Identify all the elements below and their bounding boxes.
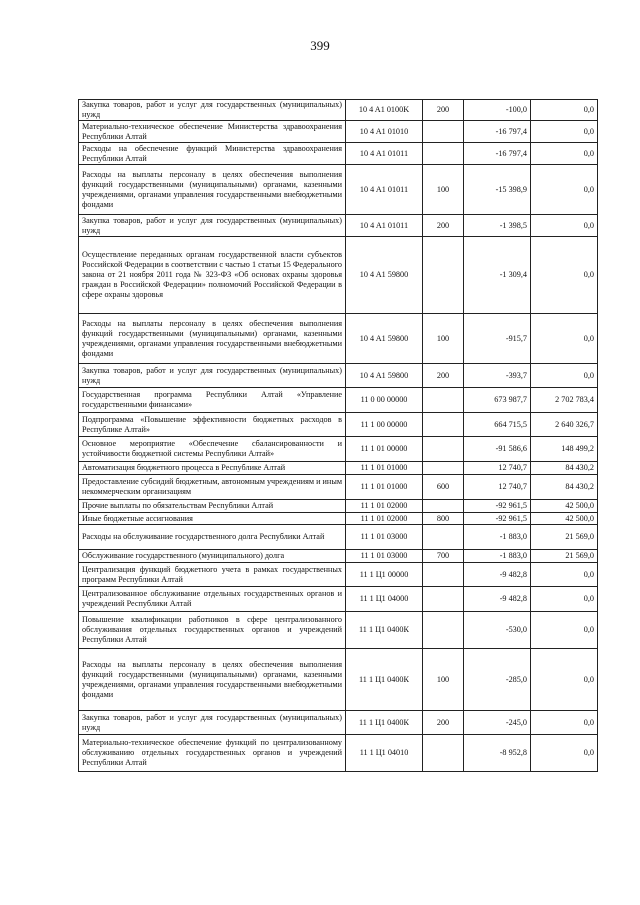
row-code: 11 1 Ц1 04000 bbox=[346, 587, 423, 612]
row-amount-2: 0,0 bbox=[531, 364, 598, 388]
row-expense-type bbox=[423, 413, 464, 437]
row-amount-1: -91 586,6 bbox=[464, 437, 531, 462]
row-name: Автоматизация бюджетного процесса в Республике Алтай bbox=[79, 462, 346, 475]
row-code: 11 1 00 00000 bbox=[346, 413, 423, 437]
table-row bbox=[79, 237, 598, 314]
row-amount-1: -1 883,0 bbox=[464, 550, 531, 563]
row-amount-1: -1 309,4 bbox=[464, 237, 531, 314]
table-row bbox=[79, 314, 598, 364]
row-name: Закупка товаров, работ и услуг для государственных (муниципальных) нужд bbox=[79, 100, 346, 121]
row-amount-1: -8 952,8 bbox=[464, 735, 531, 772]
row-amount-1: -285,0 bbox=[464, 649, 531, 711]
row-code: 10 4 A1 01011 bbox=[346, 143, 423, 165]
row-amount-1: -16 797,4 bbox=[464, 143, 531, 165]
table-row bbox=[79, 735, 598, 772]
row-amount-2: 0,0 bbox=[531, 612, 598, 649]
row-name: Закупка товаров, работ и услуг для государственных (муниципальных) нужд bbox=[79, 364, 346, 388]
row-name: Иные бюджетные ассигнования bbox=[79, 513, 346, 525]
row-expense-type bbox=[423, 388, 464, 413]
row-amount-1: 12 740,7 bbox=[464, 462, 531, 475]
row-code: 10 4 A1 59800 bbox=[346, 314, 423, 364]
row-expense-type bbox=[423, 143, 464, 165]
row-amount-2: 148 499,2 bbox=[531, 437, 598, 462]
row-name: Централизованное обслуживание отдельных государственных органов и учреждений Республики Алтай bbox=[79, 587, 346, 612]
table-row bbox=[79, 165, 598, 215]
table-row bbox=[79, 475, 598, 500]
row-amount-2: 0,0 bbox=[531, 711, 598, 735]
row-expense-type: 700 bbox=[423, 550, 464, 563]
budget-table-body bbox=[79, 100, 598, 772]
row-name: Основное мероприятие «Обеспечение сбалансированности и устойчивости бюджетной системы Республики Алтай» bbox=[79, 437, 346, 462]
row-name: Расходы на обеспечение функций Министерства здравоохранения Республики Алтай bbox=[79, 143, 346, 165]
row-amount-2: 0,0 bbox=[531, 100, 598, 121]
table-row bbox=[79, 612, 598, 649]
row-amount-2: 0,0 bbox=[531, 215, 598, 237]
row-amount-1: -15 398,9 bbox=[464, 165, 531, 215]
row-code: 11 1 Ц1 0400К bbox=[346, 711, 423, 735]
table-row bbox=[79, 513, 598, 525]
row-name: Материально-техническое обеспечение функций по централизованному обслуживанию отдельных государственных органов и учреждений Республики Алтай bbox=[79, 735, 346, 772]
row-amount-1: 673 987,7 bbox=[464, 388, 531, 413]
row-amount-1: -9 482,8 bbox=[464, 563, 531, 587]
row-name: Централизация функций бюджетного учета в рамках государственных программ Республики Алтай bbox=[79, 563, 346, 587]
row-name: Осуществление переданных органам государственной власти субъектов Российской Федерации в соответствии с частью 1 статьи 15 Федерального закона от 21 ноября 2011 года № 323-ФЗ «Об основах охраны здоровья граждан в Российской Федерации» полномочий Российской Федерации в сфере охраны здоровья bbox=[79, 237, 346, 314]
row-code: 11 0 00 00000 bbox=[346, 388, 423, 413]
row-code: 10 4 A1 59800 bbox=[346, 364, 423, 388]
row-expense-type bbox=[423, 587, 464, 612]
table-row bbox=[79, 215, 598, 237]
table-row bbox=[79, 711, 598, 735]
row-amount-2: 0,0 bbox=[531, 314, 598, 364]
row-amount-2: 42 500,0 bbox=[531, 500, 598, 513]
table-row bbox=[79, 413, 598, 437]
row-name: Закупка товаров, работ и услуг для государственных (муниципальных) нужд bbox=[79, 215, 346, 237]
row-amount-2: 21 569,0 bbox=[531, 550, 598, 563]
table-row bbox=[79, 100, 598, 121]
row-amount-2: 0,0 bbox=[531, 237, 598, 314]
page-number: 399 bbox=[310, 38, 330, 53]
row-code: 11 1 Ц1 00000 bbox=[346, 563, 423, 587]
table-row bbox=[79, 525, 598, 550]
row-code: 10 4 A1 01010 bbox=[346, 121, 423, 143]
row-expense-type: 200 bbox=[423, 215, 464, 237]
row-expense-type bbox=[423, 525, 464, 550]
row-name: Расходы на обслуживание государственного долга Республики Алтай bbox=[79, 525, 346, 550]
table-row bbox=[79, 462, 598, 475]
row-expense-type: 200 bbox=[423, 364, 464, 388]
row-code: 10 4 A1 01011 bbox=[346, 215, 423, 237]
table-row bbox=[79, 437, 598, 462]
row-amount-2: 42 500,0 bbox=[531, 513, 598, 525]
row-expense-type bbox=[423, 735, 464, 772]
table-row bbox=[79, 563, 598, 587]
row-amount-1: -92 961,5 bbox=[464, 513, 531, 525]
row-name: Материально-техническое обеспечение Министерства здравоохранения Республики Алтай bbox=[79, 121, 346, 143]
row-amount-1: -100,0 bbox=[464, 100, 531, 121]
row-name: Предоставление субсидий бюджетным, автономным учреждениям и иным некоммерческим организациям bbox=[79, 475, 346, 500]
row-expense-type bbox=[423, 500, 464, 513]
row-amount-2: 2 640 326,7 bbox=[531, 413, 598, 437]
row-expense-type bbox=[423, 462, 464, 475]
row-amount-1: -1 398,5 bbox=[464, 215, 531, 237]
row-name: Расходы на выплаты персоналу в целях обеспечения выполнения функций государственными (муниципальными) органами, казенными учреждениями, органами управления государственными внебюджетными фондами bbox=[79, 165, 346, 215]
row-code: 11 1 Ц1 0400К bbox=[346, 612, 423, 649]
row-amount-2: 0,0 bbox=[531, 587, 598, 612]
row-amount-2: 2 702 783,4 bbox=[531, 388, 598, 413]
row-amount-2: 0,0 bbox=[531, 143, 598, 165]
row-code: 10 4 A1 01011 bbox=[346, 165, 423, 215]
row-expense-type: 100 bbox=[423, 314, 464, 364]
row-code: 11 1 01 02000 bbox=[346, 500, 423, 513]
row-amount-1: -915,7 bbox=[464, 314, 531, 364]
row-expense-type bbox=[423, 612, 464, 649]
table-row bbox=[79, 364, 598, 388]
row-amount-2: 0,0 bbox=[531, 121, 598, 143]
row-code: 11 1 01 03000 bbox=[346, 550, 423, 563]
row-name: Повышение квалификации работников в сфере централизованного обслуживания отдельных государственных органов и учреждений Республики Алтай bbox=[79, 612, 346, 649]
row-code: 11 1 01 02000 bbox=[346, 513, 423, 525]
row-amount-2: 84 430,2 bbox=[531, 462, 598, 475]
row-expense-type bbox=[423, 437, 464, 462]
row-amount-2: 84 430,2 bbox=[531, 475, 598, 500]
row-amount-2: 0,0 bbox=[531, 735, 598, 772]
row-amount-1: -245,0 bbox=[464, 711, 531, 735]
row-expense-type: 100 bbox=[423, 649, 464, 711]
row-amount-1: -1 883,0 bbox=[464, 525, 531, 550]
table-row bbox=[79, 388, 598, 413]
budget-table bbox=[78, 99, 598, 772]
row-amount-1: -9 482,8 bbox=[464, 587, 531, 612]
row-expense-type bbox=[423, 237, 464, 314]
table-row bbox=[79, 550, 598, 563]
row-expense-type bbox=[423, 121, 464, 143]
row-code: 11 1 01 00000 bbox=[346, 437, 423, 462]
row-amount-1: -92 961,5 bbox=[464, 500, 531, 513]
row-name: Обслуживание государственного (муниципального) долга bbox=[79, 550, 346, 563]
row-code: 11 1 Ц1 0400К bbox=[346, 649, 423, 711]
row-amount-2: 0,0 bbox=[531, 165, 598, 215]
row-amount-2: 0,0 bbox=[531, 563, 598, 587]
row-code: 11 1 01 03000 bbox=[346, 525, 423, 550]
row-code: 11 1 01 01000 bbox=[346, 462, 423, 475]
table-row bbox=[79, 649, 598, 711]
row-code: 10 4 A1 59800 bbox=[346, 237, 423, 314]
row-amount-2: 0,0 bbox=[531, 649, 598, 711]
row-name: Подпрограмма «Повышение эффективности бюджетных расходов в Республике Алтай» bbox=[79, 413, 346, 437]
row-name: Расходы на выплаты персоналу в целях обеспечения выполнения функций государственными (муниципальными) органами, казенными учреждениями, органами управления государственными внебюджетными фондами bbox=[79, 649, 346, 711]
row-expense-type: 100 bbox=[423, 165, 464, 215]
table-row bbox=[79, 143, 598, 165]
row-amount-1: -530,0 bbox=[464, 612, 531, 649]
row-amount-1: -16 797,4 bbox=[464, 121, 531, 143]
row-amount-1: 664 715,5 bbox=[464, 413, 531, 437]
row-expense-type: 200 bbox=[423, 100, 464, 121]
row-code: 11 1 Ц1 04010 bbox=[346, 735, 423, 772]
row-expense-type: 200 bbox=[423, 711, 464, 735]
row-code: 11 1 01 01000 bbox=[346, 475, 423, 500]
row-amount-1: -393,7 bbox=[464, 364, 531, 388]
row-name: Закупка товаров, работ и услуг для государственных (муниципальных) нужд bbox=[79, 711, 346, 735]
row-code: 10 4 A1 0100K bbox=[346, 100, 423, 121]
row-name: Прочие выплаты по обязательствам Республики Алтай bbox=[79, 500, 346, 513]
row-amount-2: 21 569,0 bbox=[531, 525, 598, 550]
table-row bbox=[79, 587, 598, 612]
table-row bbox=[79, 500, 598, 513]
row-expense-type: 800 bbox=[423, 513, 464, 525]
row-name: Расходы на выплаты персоналу в целях обеспечения выполнения функций государственными (муниципальными) органами, казенными учреждениями, органами управления государственными внебюджетными фондами bbox=[79, 314, 346, 364]
row-expense-type bbox=[423, 563, 464, 587]
row-name: Государственная программа Республики Алтай «Управление государственными финансами» bbox=[79, 388, 346, 413]
row-expense-type: 600 bbox=[423, 475, 464, 500]
table-row bbox=[79, 121, 598, 143]
row-amount-1: 12 740,7 bbox=[464, 475, 531, 500]
